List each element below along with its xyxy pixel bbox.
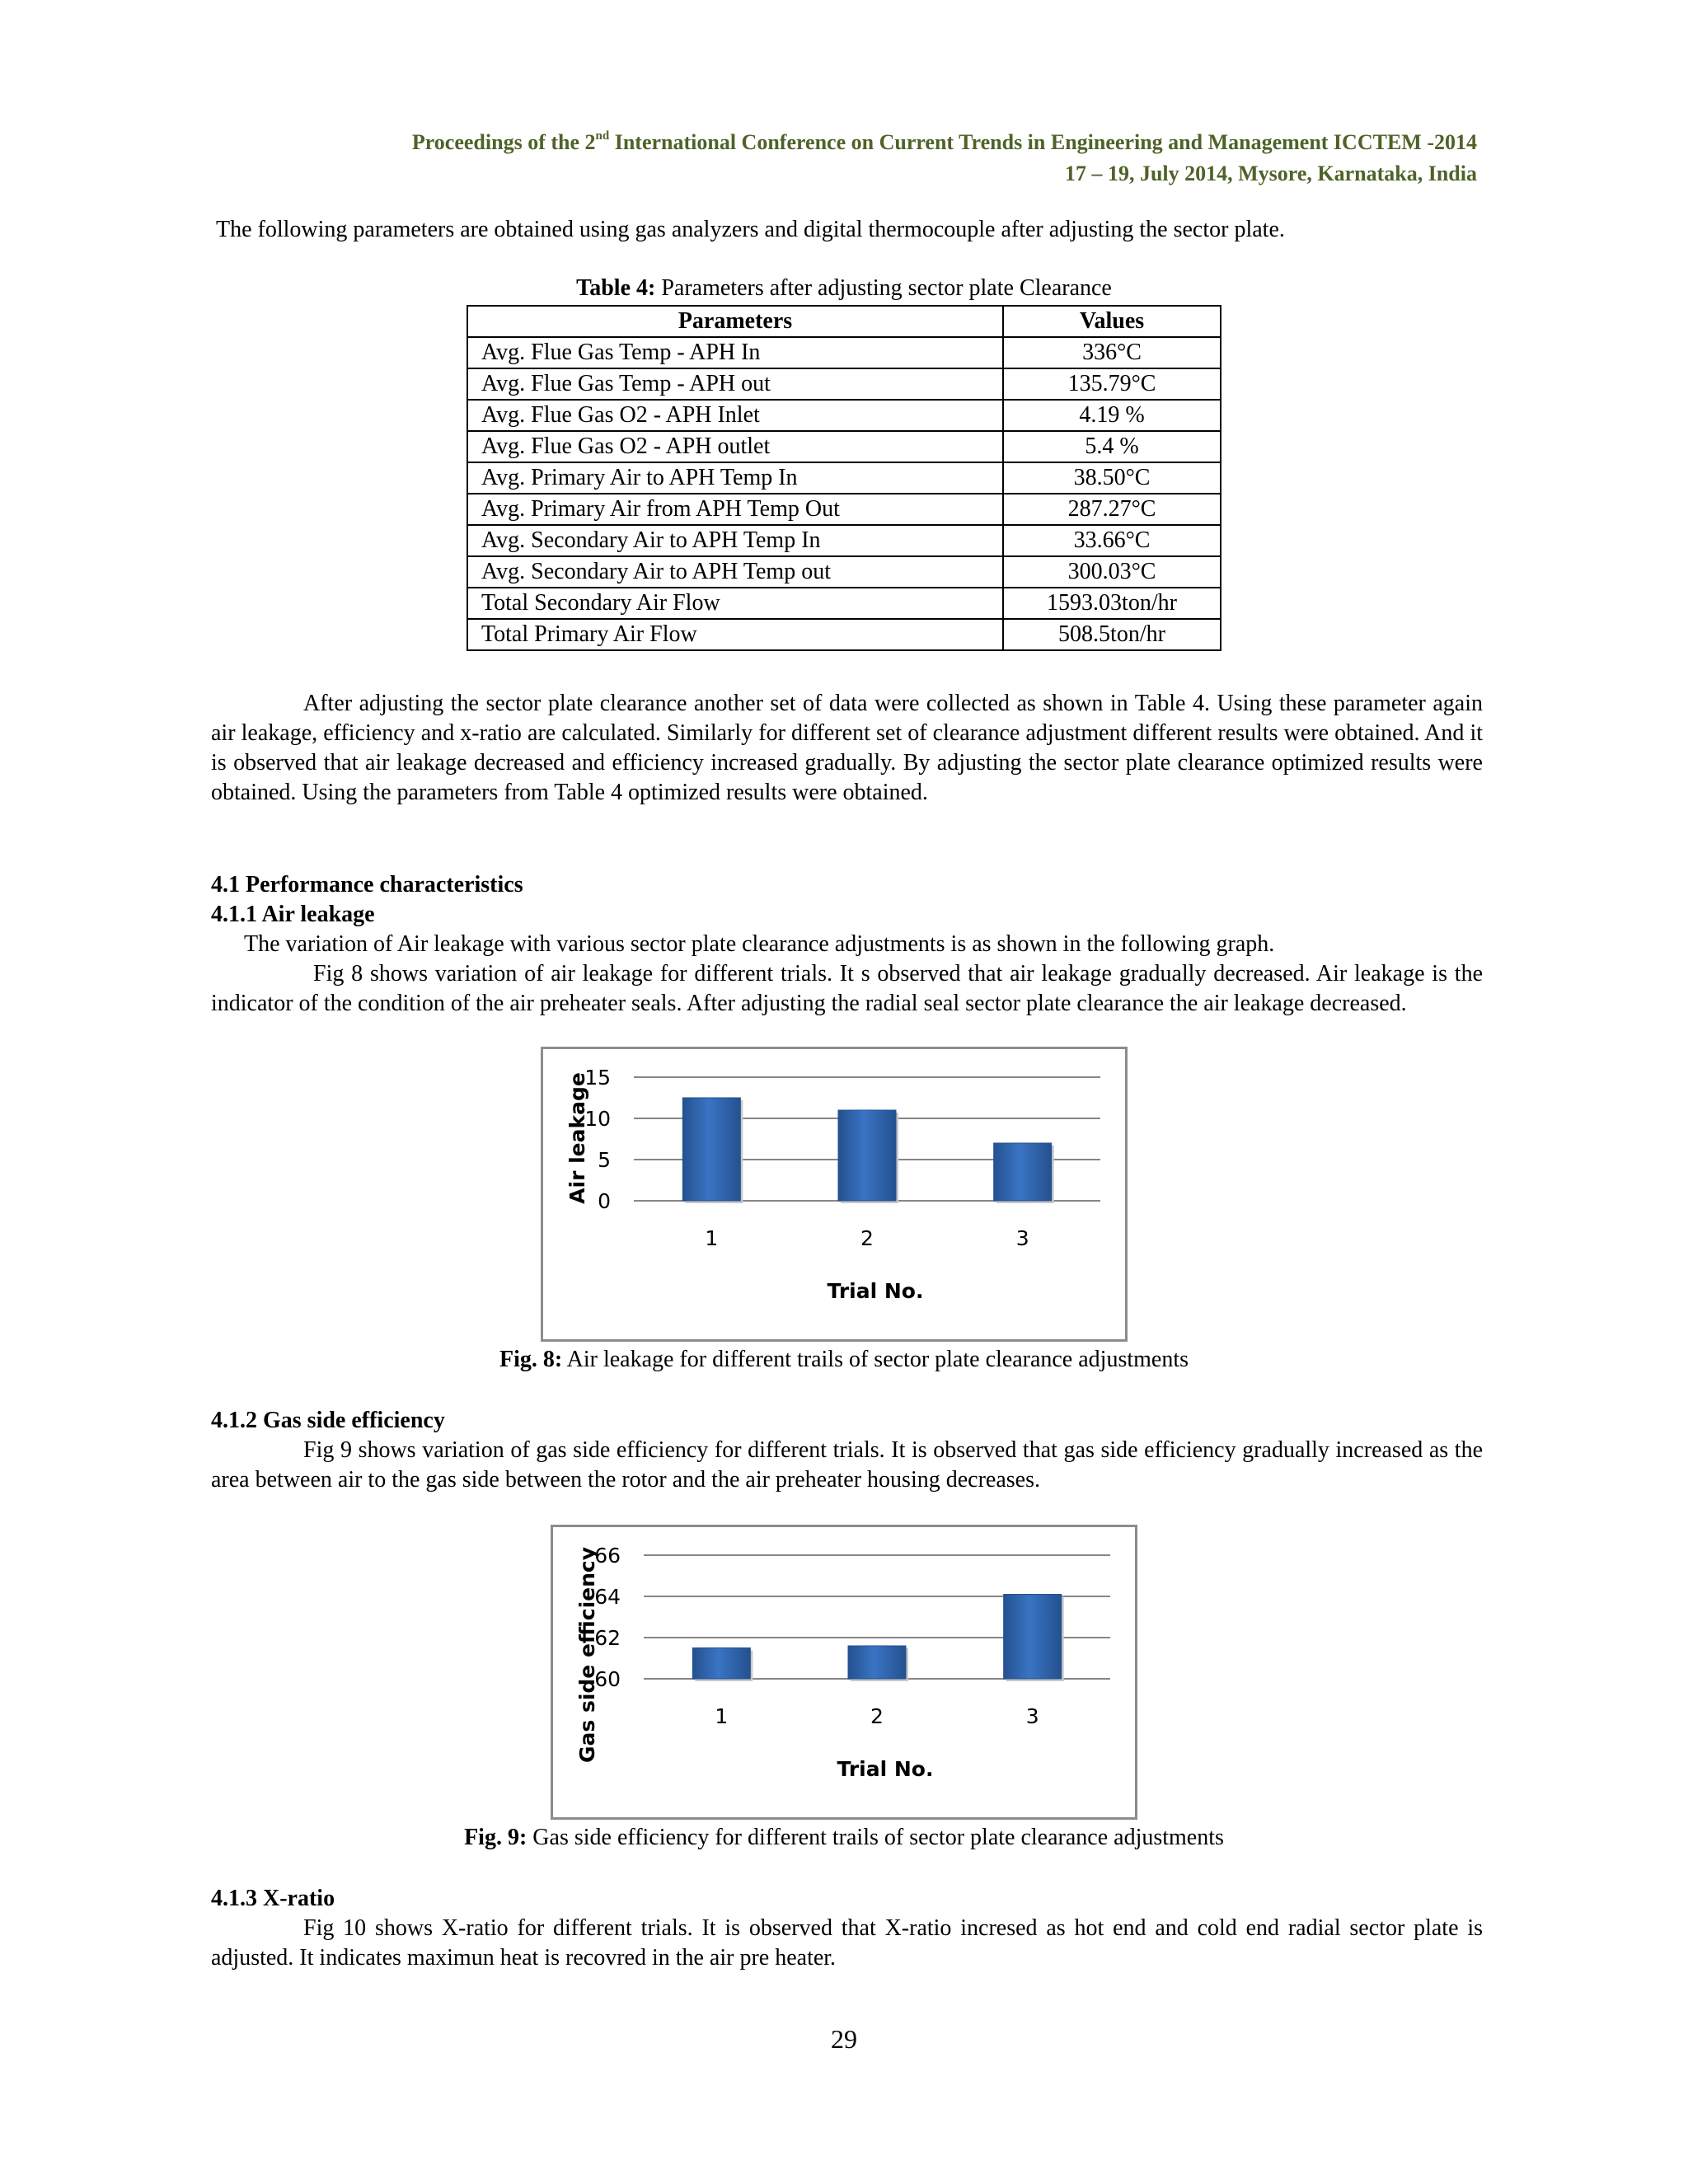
air-leakage-chart-svg <box>543 1049 1130 1344</box>
table-cell-value: 33.66°C <box>1003 525 1221 556</box>
bar <box>682 1098 740 1201</box>
table-cell-parameter: Avg. Secondary Air to APH Temp out <box>467 556 1003 588</box>
header-line-1 <box>76 127 1477 158</box>
parameters-table <box>467 305 1221 651</box>
table-cell-parameter: Avg. Flue Gas Temp - APH In <box>467 337 1003 368</box>
table-cell-parameter: Avg. Flue Gas O2 - APH outlet <box>467 431 1003 462</box>
gas-efficiency-chart-svg <box>553 1527 1140 1822</box>
section-heading-4-1-2: 4.1.2 Gas side efficiency <box>211 1408 445 1433</box>
table-caption <box>0 274 1688 303</box>
header-line-2: 17 – 19, July 2014, Mysore, Karnataka, India <box>1064 162 1477 185</box>
table-cell-value: 4.19 % <box>1003 400 1221 431</box>
page-number: 29 <box>831 2024 857 2054</box>
table-row <box>467 494 1221 525</box>
table-cell-parameter: Total Secondary Air Flow <box>467 588 1003 619</box>
section-heading-4-1: 4.1 Performance characteristics <box>211 872 523 898</box>
page-header <box>76 127 1477 190</box>
table-cell-value: 508.5ton/hr <box>1003 619 1221 650</box>
y-tick-label: 0 <box>598 1189 611 1213</box>
y-tick-label: 15 <box>584 1066 611 1090</box>
x-tick-label: 3 <box>1025 1704 1039 1728</box>
fig8-caption <box>0 1345 1688 1375</box>
table-cell-parameter: Avg. Primary Air from APH Temp Out <box>467 494 1003 525</box>
fig9-caption <box>0 1823 1688 1853</box>
bar <box>838 1110 896 1201</box>
table-cell-value: 300.03°C <box>1003 556 1221 588</box>
y-tick-label: 62 <box>594 1626 621 1650</box>
bar <box>994 1143 1052 1201</box>
x-tick-label: 2 <box>860 1226 874 1250</box>
table-cell-parameter: Total Primary Air Flow <box>467 619 1003 650</box>
air-leakage-chart <box>541 1047 1128 1342</box>
fig8-caption-text: Air leakage for different trails of sector plate clearance adjustments <box>562 1347 1189 1372</box>
header-prefix: Proceedings of the 2 <box>411 130 596 154</box>
air-leakage-paragraph: Fig 8 shows variation of air leakage for different trials. It s observed that air leakage gradually decreased. Air leakage is the indicator of the condition of the air preheater seals. After adjusting the radial seal sector plate clearance the air leakage decreased. <box>211 961 1483 1016</box>
y-tick-label: 5 <box>598 1148 611 1172</box>
x-tick-label: 1 <box>715 1704 729 1728</box>
table-cell-value: 38.50°C <box>1003 462 1221 494</box>
header-suffix: International Conference on Current Trends in Engineering and Management ICCTEM -2014 <box>609 130 1477 154</box>
bar <box>692 1648 750 1680</box>
intro-text: The following parameters are obtained using gas analyzers and digital thermocouple after adjusting the sector plate. <box>216 217 1285 242</box>
table-header-values: Values <box>1003 306 1221 337</box>
table-header-row <box>467 306 1221 337</box>
fig8-caption-label: Fig. 8: <box>499 1347 563 1372</box>
table-row <box>467 556 1221 588</box>
table-cell-value: 287.27°C <box>1003 494 1221 525</box>
gas-efficiency-paragraph: Fig 9 shows variation of gas side efficiency for different trials. It is observed that gas side efficiency gradually increased as the area between air to the gas side between the rotor and the air preheater housing decreases. <box>211 1437 1483 1493</box>
y-tick-label: 66 <box>594 1544 621 1568</box>
table-row <box>467 619 1221 650</box>
x-tick-label: 2 <box>870 1704 884 1728</box>
table-cell-parameter: Avg. Flue Gas Temp - APH out <box>467 368 1003 400</box>
bar <box>848 1646 906 1679</box>
table-row <box>467 400 1221 431</box>
y-axis-title: Gas side efficiency <box>575 1546 599 1764</box>
table-row <box>467 462 1221 494</box>
bar <box>1004 1595 1062 1680</box>
y-axis-title: Air leakage <box>565 1072 589 1204</box>
section-heading-4-1-1: 4.1.1 Air leakage <box>211 902 375 927</box>
air-leakage-intro: The variation of Air leakage with various sector plate clearance adjustments is as shown in the following graph. <box>244 931 1275 957</box>
y-tick-label: 64 <box>594 1585 621 1609</box>
gas-efficiency-chart <box>551 1525 1137 1820</box>
x-tick-label: 1 <box>705 1226 719 1250</box>
table-cell-parameter: Avg. Primary Air to APH Temp In <box>467 462 1003 494</box>
table-header-parameters: Parameters <box>467 306 1003 337</box>
section-heading-4-1-3: 4.1.3 X-ratio <box>211 1886 335 1911</box>
y-tick-label: 10 <box>584 1107 611 1131</box>
table-row <box>467 368 1221 400</box>
table-caption-text: Parameters after adjusting sector plate Clearance <box>655 275 1112 301</box>
table-row <box>467 431 1221 462</box>
header-sup: nd <box>595 129 610 143</box>
table-cell-parameter: Avg. Secondary Air to APH Temp In <box>467 525 1003 556</box>
table-cell-parameter: Avg. Flue Gas O2 - APH Inlet <box>467 400 1003 431</box>
x-ratio-paragraph: Fig 10 shows X-ratio for different trials. It is observed that X-ratio incresed as hot end and cold end radial sector plate is adjusted. It indicates maximun heat is recovred in the air pre heater. <box>211 1915 1483 1971</box>
y-tick-label: 60 <box>594 1667 621 1691</box>
table-caption-label: Table 4: <box>576 275 656 301</box>
table-cell-value: 5.4 % <box>1003 431 1221 462</box>
table-cell-value: 336°C <box>1003 337 1221 368</box>
table-row <box>467 588 1221 619</box>
paragraph-after-table: After adjusting the sector plate clearance another set of data were collected as shown in Table 4. Using these parameter again air leakage, efficiency and x-ratio are calculated. Similarly for different set of clearance adjustment different results were obtained. And it is observed that air leakage decreased and efficiency increased gradually. By adjusting the sector plate clearance optimized results were obtained. Using the parameters from Table 4 optimized results were obtained. <box>211 691 1483 805</box>
x-axis-title: Trial No. <box>827 1279 924 1303</box>
table-cell-value: 135.79°C <box>1003 368 1221 400</box>
x-axis-title: Trial No. <box>837 1757 934 1781</box>
fig9-caption-label: Fig. 9: <box>464 1825 528 1850</box>
fig9-caption-text: Gas side efficiency for different trails of sector plate clearance adjustments <box>527 1825 1224 1850</box>
table-cell-value: 1593.03ton/hr <box>1003 588 1221 619</box>
x-tick-label: 3 <box>1015 1226 1029 1250</box>
table-row <box>467 525 1221 556</box>
table-row <box>467 337 1221 368</box>
